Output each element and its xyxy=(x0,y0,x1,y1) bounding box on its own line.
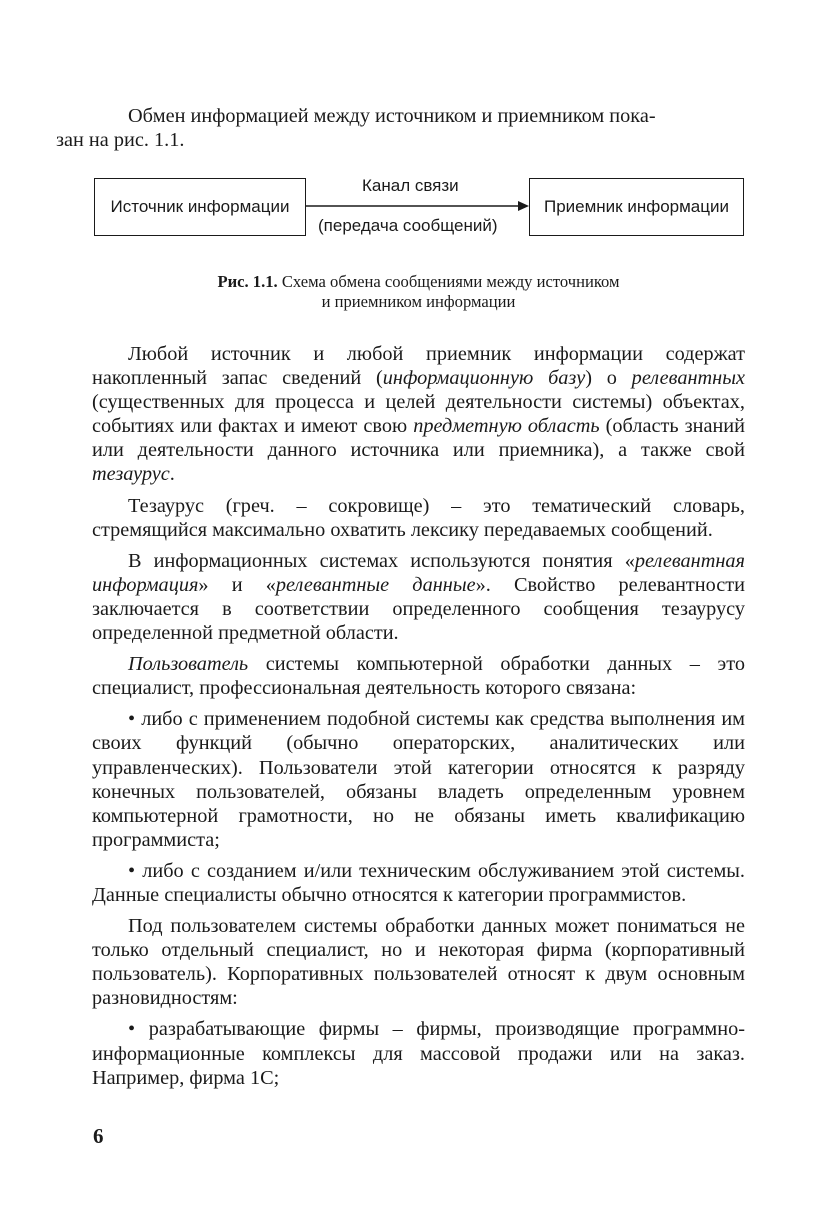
exchange-diagram xyxy=(92,174,746,240)
intro-line-1: Обмен информацией между источником и приемником пока- xyxy=(128,105,656,127)
paragraph-corporate-user: Под пользователем системы обработки данных может пониматься не только отдельный специалист, но и некоторая фирма (корпоративный пользователь). Корпоративных пользователей относят к двум основным разновидностям: xyxy=(92,915,745,1010)
paragraph-relevant-info: В информационных системах используются понятия «релевантная информация» и «релевантные данные». Свойство релевантности заключается в соответствии определенного сообщения тезаурусу определенной предметной области. xyxy=(92,549,746,645)
channel-note: (передача сообщений) xyxy=(318,216,498,235)
channel-arrow xyxy=(306,200,529,212)
bullet-end-users: • либо с применением подобной системы как средства выполнения им своих функций (обычно операторских, аналитических или управленческих). Пользователи этой категории относятся к разряду конечных пользователей, обязаны владеть определенным уровнем компьютерной грамотности, но не обязаны иметь квалификацию программиста; xyxy=(92,708,746,851)
channel-label: Канал связи xyxy=(362,176,459,195)
body-text xyxy=(92,342,745,1090)
receiver-box xyxy=(529,178,744,236)
caption-line-1: Схема обмена сообщениями между источником xyxy=(281,272,620,291)
intro-paragraph xyxy=(56,104,745,152)
bullet-developer-firms: • разрабатывающие фирмы – фирмы, производящие программно-информационные комплексы для массовой продажи или на заказ. Например, фирма 1С; xyxy=(92,1018,745,1089)
bullet-programmers: • либо с созданием и/или техническим обслуживанием этой системы. Данные специалисты обычно относятся к категории программистов. xyxy=(92,859,745,906)
caption-line-2: и приемником информации xyxy=(321,292,516,311)
paragraph-relevance: Любой источник и любой приемник информации содержат накопленный запас сведений (информационную базу) о релевантных (существенных для процесса и целей деятельности системы) объектах, событиях или фактах и имеют свою предметную область (область знаний или деятельности данного источника или приемника), а также свой тезаурус. xyxy=(92,343,746,486)
intro-line-2: зан на рис. 1.1. xyxy=(56,129,185,152)
receiver-label: Приемник информации xyxy=(543,197,729,216)
bullet-symbol: • xyxy=(128,1018,136,1041)
source-box xyxy=(94,178,306,236)
paragraph-thesaurus: Тезаурус (греч. – сокровище) – это тематический словарь, стремящийся максимально охватить лексику передаваемых сообщений. xyxy=(92,494,745,541)
bullet-symbol: • xyxy=(128,859,136,882)
page-number: 6 xyxy=(93,1124,104,1148)
bullet-symbol: • xyxy=(128,708,136,731)
caption-label: Рис. 1.1. xyxy=(217,272,278,291)
paragraph-user: Пользователь системы компьютерной обработки данных – это специалист, профессиональная деятельность которого связана: xyxy=(92,653,745,700)
figure-caption xyxy=(92,272,745,312)
source-label: Источник информации xyxy=(110,197,290,216)
